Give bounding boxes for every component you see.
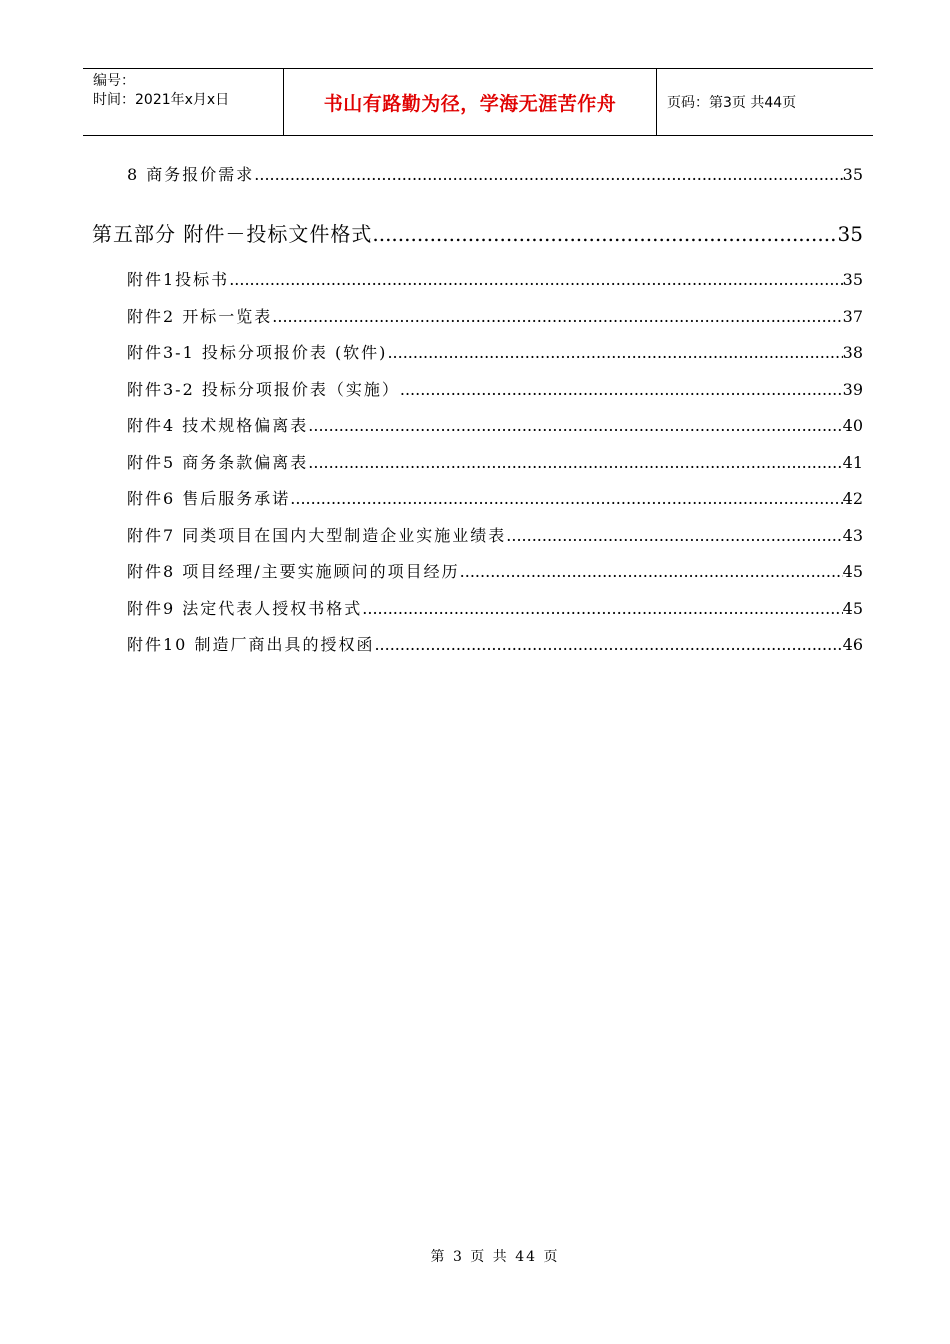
toc-entry[interactable] — [127, 267, 863, 290]
toc-entry-label: 附件10 制造厂商出具的授权函 — [127, 635, 375, 654]
toc-entry-label: 附件7 同类项目在国内大型制造企业实施业绩表 — [127, 526, 507, 545]
toc-entry-label: 附件8 项目经理/主要实施顾问的项目经历 — [127, 562, 460, 581]
toc-leader-dots — [308, 416, 842, 435]
toc-entry-label: 8 商务报价需求 — [127, 165, 255, 184]
page-footer: 第 3 页 共 44 页 — [430, 1249, 560, 1265]
toc-entry-page: 37 — [842, 307, 863, 326]
toc-leader-dots — [272, 307, 842, 326]
toc-entry-label: 附件3-1 投标分项报价表 (软件) — [127, 343, 388, 362]
toc-leader-dots — [506, 526, 842, 545]
toc-entry[interactable] — [127, 450, 863, 473]
toc-section-entry[interactable] — [92, 218, 863, 247]
header-page-info: 页码：第3页 共44页 — [667, 95, 797, 111]
toc-entry-page: 46 — [842, 635, 863, 654]
toc-entry-page: 35 — [842, 165, 863, 184]
toc-leader-dots — [460, 562, 843, 581]
toc-leader-dots — [374, 635, 842, 654]
toc-entry[interactable] — [127, 559, 863, 582]
toc-entry-page: 35 — [842, 270, 863, 289]
toc-entry[interactable] — [127, 486, 863, 509]
toc-section-page: 35 — [837, 222, 863, 246]
document-number-label: 编号： — [93, 73, 135, 89]
toc-entry-page: 43 — [842, 526, 863, 545]
toc-entry-page: 40 — [842, 416, 863, 435]
toc-entry-page: 45 — [842, 562, 863, 581]
toc-entry-label: 附件9 法定代表人授权书格式 — [127, 599, 363, 618]
toc-entry[interactable] — [127, 523, 863, 546]
toc-leader-dots — [290, 489, 842, 508]
page-header — [83, 68, 873, 136]
toc-entry-label: 附件5 商务条款偏离表 — [127, 453, 309, 472]
toc-entry-page: 42 — [842, 489, 863, 508]
toc-entry-page: 38 — [842, 343, 863, 362]
toc-leader-dots — [308, 453, 842, 472]
toc-leader-dots — [362, 599, 842, 618]
toc-section-label: 第五部分 附件－投标文件格式 — [92, 222, 373, 246]
toc-leader-dots — [400, 380, 843, 399]
toc-leader-dots — [229, 270, 842, 289]
toc-leader-dots — [387, 343, 842, 362]
toc-entry-label: 附件1投标书 — [127, 270, 230, 289]
toc-entry[interactable] — [127, 632, 863, 655]
toc-entry[interactable] — [127, 413, 863, 436]
toc-entry-label: 附件2 开标一览表 — [127, 307, 273, 326]
document-date: 时间：2021年x月x日 — [93, 92, 230, 108]
toc-entry-label: 附件3-2 投标分项报价表（实施） — [127, 380, 400, 399]
toc-entry[interactable] — [127, 596, 863, 619]
toc-entry-page: 39 — [842, 380, 863, 399]
toc-entry[interactable] — [127, 162, 863, 185]
toc-entry-label: 附件6 售后服务承诺 — [127, 489, 291, 508]
toc-entry-label: 附件4 技术规格偏离表 — [127, 416, 309, 435]
header-meta — [83, 69, 284, 135]
header-motto: 书山有路勤为径，学海无涯苦作舟 — [284, 69, 657, 135]
toc-leader-dots — [372, 222, 837, 246]
toc-entry[interactable] — [127, 340, 863, 363]
toc-entry-page: 45 — [842, 599, 863, 618]
toc-leader-dots — [254, 165, 842, 184]
toc-entry-page: 41 — [842, 453, 863, 472]
toc-entry[interactable] — [127, 377, 863, 400]
toc-entry[interactable] — [127, 304, 863, 327]
